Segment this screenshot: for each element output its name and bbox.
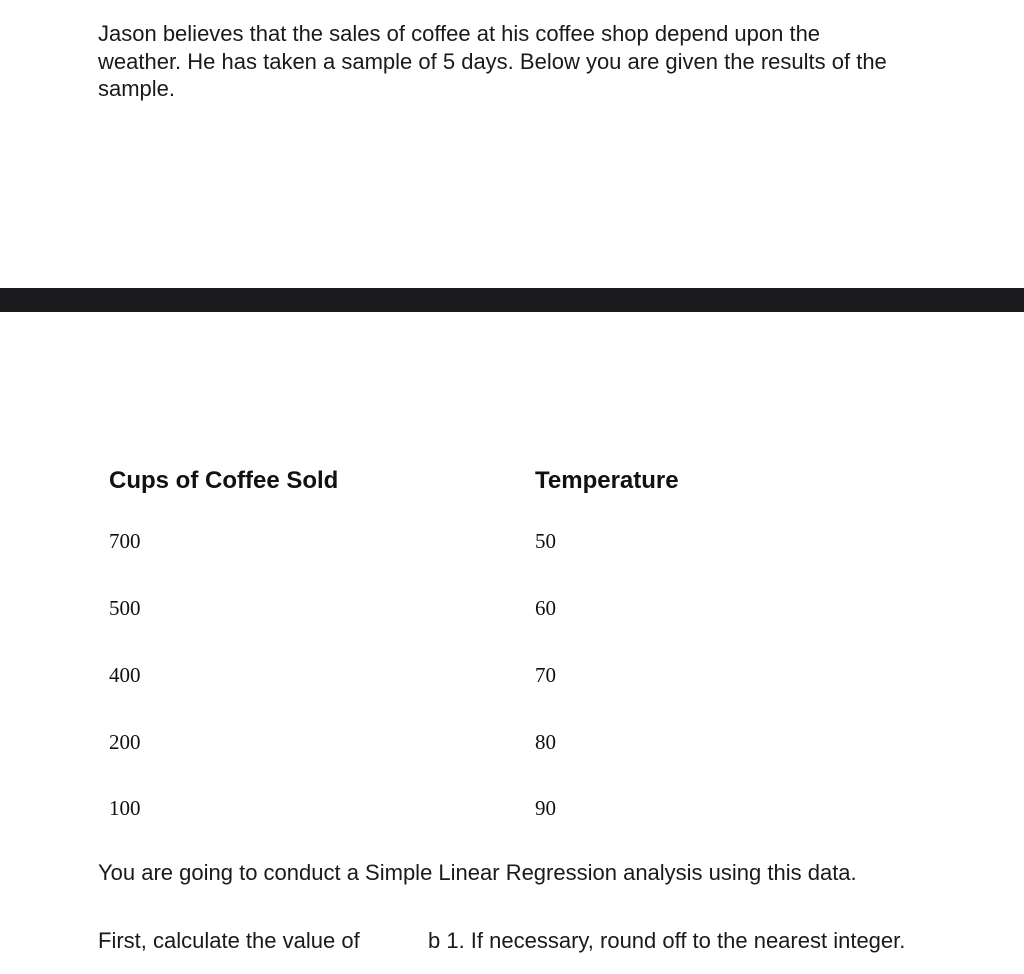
table-cell-cups: 500	[109, 596, 141, 620]
table-cell-temperature: 50	[535, 529, 556, 553]
column-header-temperature: Temperature	[535, 467, 679, 494]
table-cell-temperature: 80	[535, 730, 556, 754]
table-cell-cups: 100	[109, 796, 141, 820]
table-cell-cups: 200	[109, 730, 141, 754]
intro-paragraph	[98, 20, 958, 103]
question-prefix: First, calculate the value of	[98, 928, 360, 953]
table-cell-temperature: 60	[535, 596, 556, 620]
intro-line: sample.	[98, 76, 176, 101]
table-cell-temperature: 90	[535, 796, 556, 820]
table-cell-temperature: 70	[535, 663, 556, 687]
table-cell-cups: 700	[109, 529, 141, 553]
question-text	[98, 927, 905, 955]
column-header-cups: Cups of Coffee Sold	[109, 467, 339, 494]
task-description: You are going to conduct a Simple Linear Regression analysis using this data.	[98, 860, 857, 885]
intro-line: Jason believes that the sales of coffee at his coffee shop depend upon the	[98, 21, 821, 46]
table-cell-cups: 400	[109, 663, 141, 687]
intro-line: weather. He has taken a sample of 5 days. Below you are given the results of the	[98, 48, 887, 74]
divider-bar	[0, 288, 1024, 312]
question-suffix: b 1. If necessary, round off to the nearest integer.	[428, 928, 906, 953]
